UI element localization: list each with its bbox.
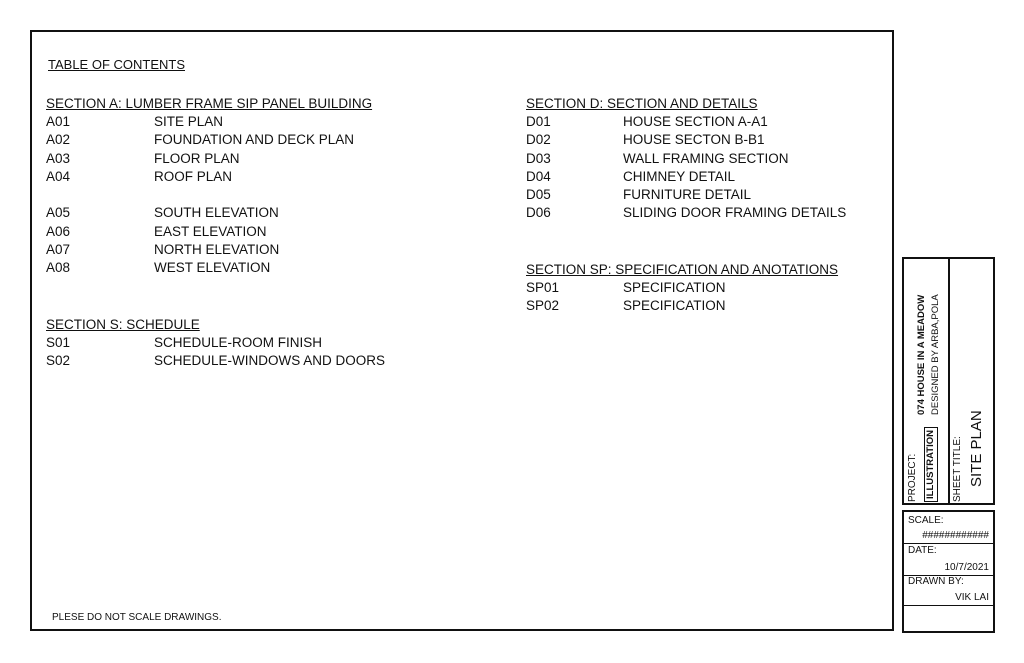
sheet-code: D03 [526, 150, 551, 166]
section-d [526, 95, 847, 223]
list-item [526, 150, 789, 168]
list-item [526, 297, 838, 315]
sheet-name: SCHEDULE-ROOM FINISH [154, 335, 323, 350]
sheet-name: SLIDING DOOR FRAMING DETAILS [623, 205, 847, 221]
sheet-name: HOUSE SECTON B-B1 [623, 132, 765, 148]
project-name: 074 HOUSE IN A MEADOW [916, 294, 927, 415]
sheet-code: D06 [526, 205, 551, 221]
list-item [46, 204, 372, 222]
sheet-name: NORTH ELEVATION [154, 242, 280, 258]
scale-label: SCALE: [908, 515, 944, 526]
info-block [902, 510, 995, 633]
sheet-code: SP01 [526, 280, 560, 295]
sheet-name: WEST ELEVATION [154, 260, 271, 276]
sheet-name: FOUNDATION AND DECK PLAN [154, 132, 355, 148]
designed-by: DESIGNED BY ARBA,POLA [930, 294, 941, 415]
sheet-name: SCHEDULE-WINDOWS AND DOORS [154, 353, 386, 369]
sheet-name: SITE PLAN [154, 114, 224, 129]
list-item [46, 352, 386, 370]
section-sp [526, 261, 838, 316]
sheet-code: A08 [46, 260, 71, 276]
sheet-name: SPECIFICATION [623, 280, 726, 295]
section-d-heading: SECTION D: SECTION AND DETAILS [526, 96, 758, 111]
sheet-code: SP02 [526, 298, 560, 314]
sheet-code: S01 [46, 335, 71, 350]
sheet-title-label: SHEET TITLE: [952, 436, 963, 502]
drawing-frame [30, 30, 894, 631]
list-item [46, 113, 372, 131]
toc-title: TABLE OF CONTENTS [48, 57, 185, 72]
list-item [526, 113, 768, 131]
drawn-by-value: VIK LAI [955, 592, 989, 603]
list-item [46, 334, 323, 352]
project-tag: ILLUSTRATION [924, 427, 938, 502]
sheet-code: D04 [526, 168, 551, 184]
list-item [46, 241, 372, 259]
sheet-code: A03 [46, 150, 71, 166]
sheet-name: CHIMNEY DETAIL [623, 168, 736, 184]
scale-note: PLESE DO NOT SCALE DRAWINGS. [52, 612, 222, 623]
list-item [526, 186, 758, 204]
info-divider [904, 543, 993, 544]
sheet-code: D01 [526, 114, 551, 129]
sheet-code: A01 [46, 114, 71, 129]
sheet-title: SITE PLAN [968, 410, 985, 487]
sheet-name: ROOF PLAN [154, 168, 233, 184]
sheet-code: A05 [46, 205, 71, 221]
section-s-heading: SECTION S: SCHEDULE [46, 317, 200, 332]
sheet-code: D02 [526, 132, 551, 148]
sheet-code: A04 [46, 168, 71, 184]
sheet-code: S02 [46, 353, 71, 369]
sheet-name: WALL FRAMING SECTION [623, 150, 789, 166]
list-item [526, 279, 838, 297]
date-label: DATE: [908, 545, 937, 556]
sheet-name: FLOOR PLAN [154, 150, 240, 166]
list-item [526, 168, 758, 186]
sheet-name: HOUSE SECTION A-A1 [623, 114, 768, 129]
sheet-name: EAST ELEVATION [154, 223, 267, 239]
date-value: 10/7/2021 [944, 562, 989, 573]
scale-value: ############ [922, 530, 989, 541]
drawn-by-label: DRAWN BY: [908, 576, 964, 587]
sheet-code: A06 [46, 223, 71, 239]
list-item [46, 150, 372, 168]
sheet-code: A07 [46, 242, 71, 258]
project-label: PROJECT: [907, 453, 918, 502]
list-item [526, 131, 765, 149]
title-block-divider [948, 259, 950, 503]
section-sp-heading: SECTION SP: SPECIFICATION AND ANOTATIONS [526, 262, 839, 277]
sheet-code: A02 [46, 132, 71, 148]
list-item [46, 168, 372, 186]
info-divider [904, 605, 993, 606]
sheet-code: D05 [526, 187, 551, 203]
section-s [46, 316, 386, 371]
list-item [46, 259, 372, 277]
list-item [46, 131, 372, 149]
section-a-heading: SECTION A: LUMBER FRAME SIP PANEL BUILDING [46, 96, 373, 111]
section-a [46, 95, 372, 278]
list-item [46, 223, 372, 241]
sheet-name: SOUTH ELEVATION [154, 205, 279, 221]
sheet-name: SPECIFICATION [623, 298, 726, 314]
sheet-name: FURNITURE DETAIL [623, 187, 752, 203]
list-item [526, 204, 847, 222]
title-block [902, 257, 995, 505]
